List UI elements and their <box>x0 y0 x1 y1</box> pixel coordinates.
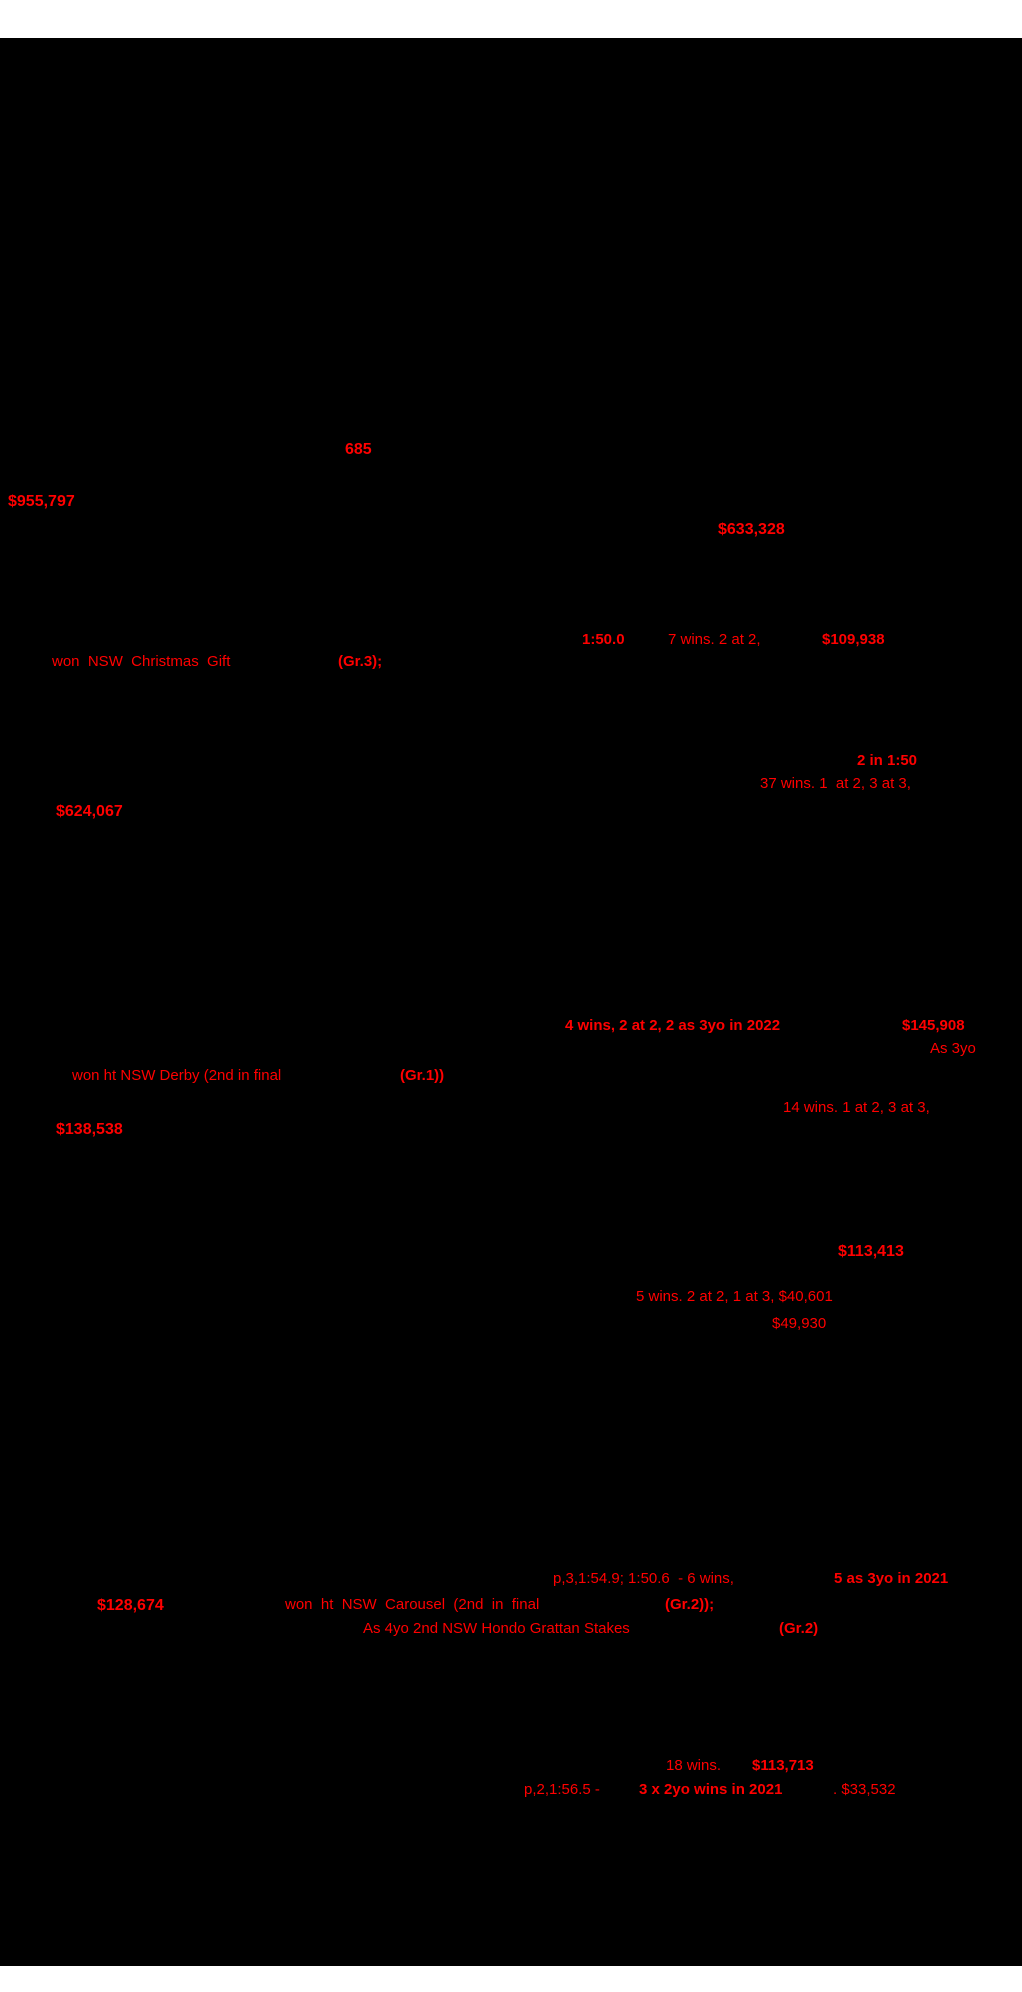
annotation-text: 18 wins. <box>666 1757 722 1774</box>
annotation-text: 4 wins, 2 at 2, 2 as 3yo in 2022 <box>565 1017 781 1034</box>
annotation-text: As 3yo <box>930 1040 976 1057</box>
annotation-text: p,2,1:56.5 - <box>524 1781 600 1798</box>
document-sheet <box>0 38 1022 1966</box>
annotation-text: . $33,532 <box>833 1781 896 1798</box>
annotation-text: 5 wins. 2 at 2, 1 at 3, $40,601 <box>636 1288 833 1305</box>
annotation-text: 1:50.0 <box>582 631 625 648</box>
annotation-text: $128,674 <box>97 1597 164 1614</box>
annotation-text: 2 in 1:50 <box>857 752 918 769</box>
annotation-text: $955,797 <box>8 493 75 510</box>
annotation-text: 14 wins. 1 at 2, 3 at 3, <box>783 1099 930 1116</box>
annotation-text: (Gr.1)) <box>400 1067 445 1084</box>
annotation-text: won ht NSW Derby (2nd in final <box>72 1067 282 1084</box>
annotation-text: p,3,1:54.9; 1:50.6 - 6 wins, <box>553 1570 734 1587</box>
annotation-text: (Gr.2)); <box>665 1596 715 1613</box>
annotation-text: 5 as 3yo in 2021 <box>834 1570 949 1587</box>
annotation-text: 37 wins. 1 at 2, 3 at 3, <box>760 775 911 792</box>
annotation-text: $633,328 <box>718 521 785 538</box>
annotation-text: won NSW Christmas Gift <box>52 653 231 670</box>
annotation-text: $624,067 <box>56 803 123 820</box>
annotation-text: 3 x 2yo wins in 2021 <box>639 1781 783 1798</box>
annotation-text: 7 wins. 2 at 2, <box>668 631 761 648</box>
annotation-text: (Gr.2) <box>779 1620 819 1637</box>
annotation-text: $145,908 <box>902 1017 965 1034</box>
annotation-text: $113,413 <box>838 1243 904 1260</box>
annotation-text: (Gr.3); <box>338 653 383 670</box>
annotation-text: 685 <box>345 441 372 458</box>
annotation-text: won ht NSW Carousel (2nd in final <box>285 1596 540 1613</box>
annotation-text: $138,538 <box>56 1121 123 1138</box>
annotation-text: $49,930 <box>772 1315 827 1332</box>
annotation-text: $109,938 <box>822 631 885 648</box>
annotation-text: $113,713 <box>752 1757 814 1774</box>
annotation-text: As 4yo 2nd NSW Hondo Grattan Stakes <box>363 1620 630 1637</box>
